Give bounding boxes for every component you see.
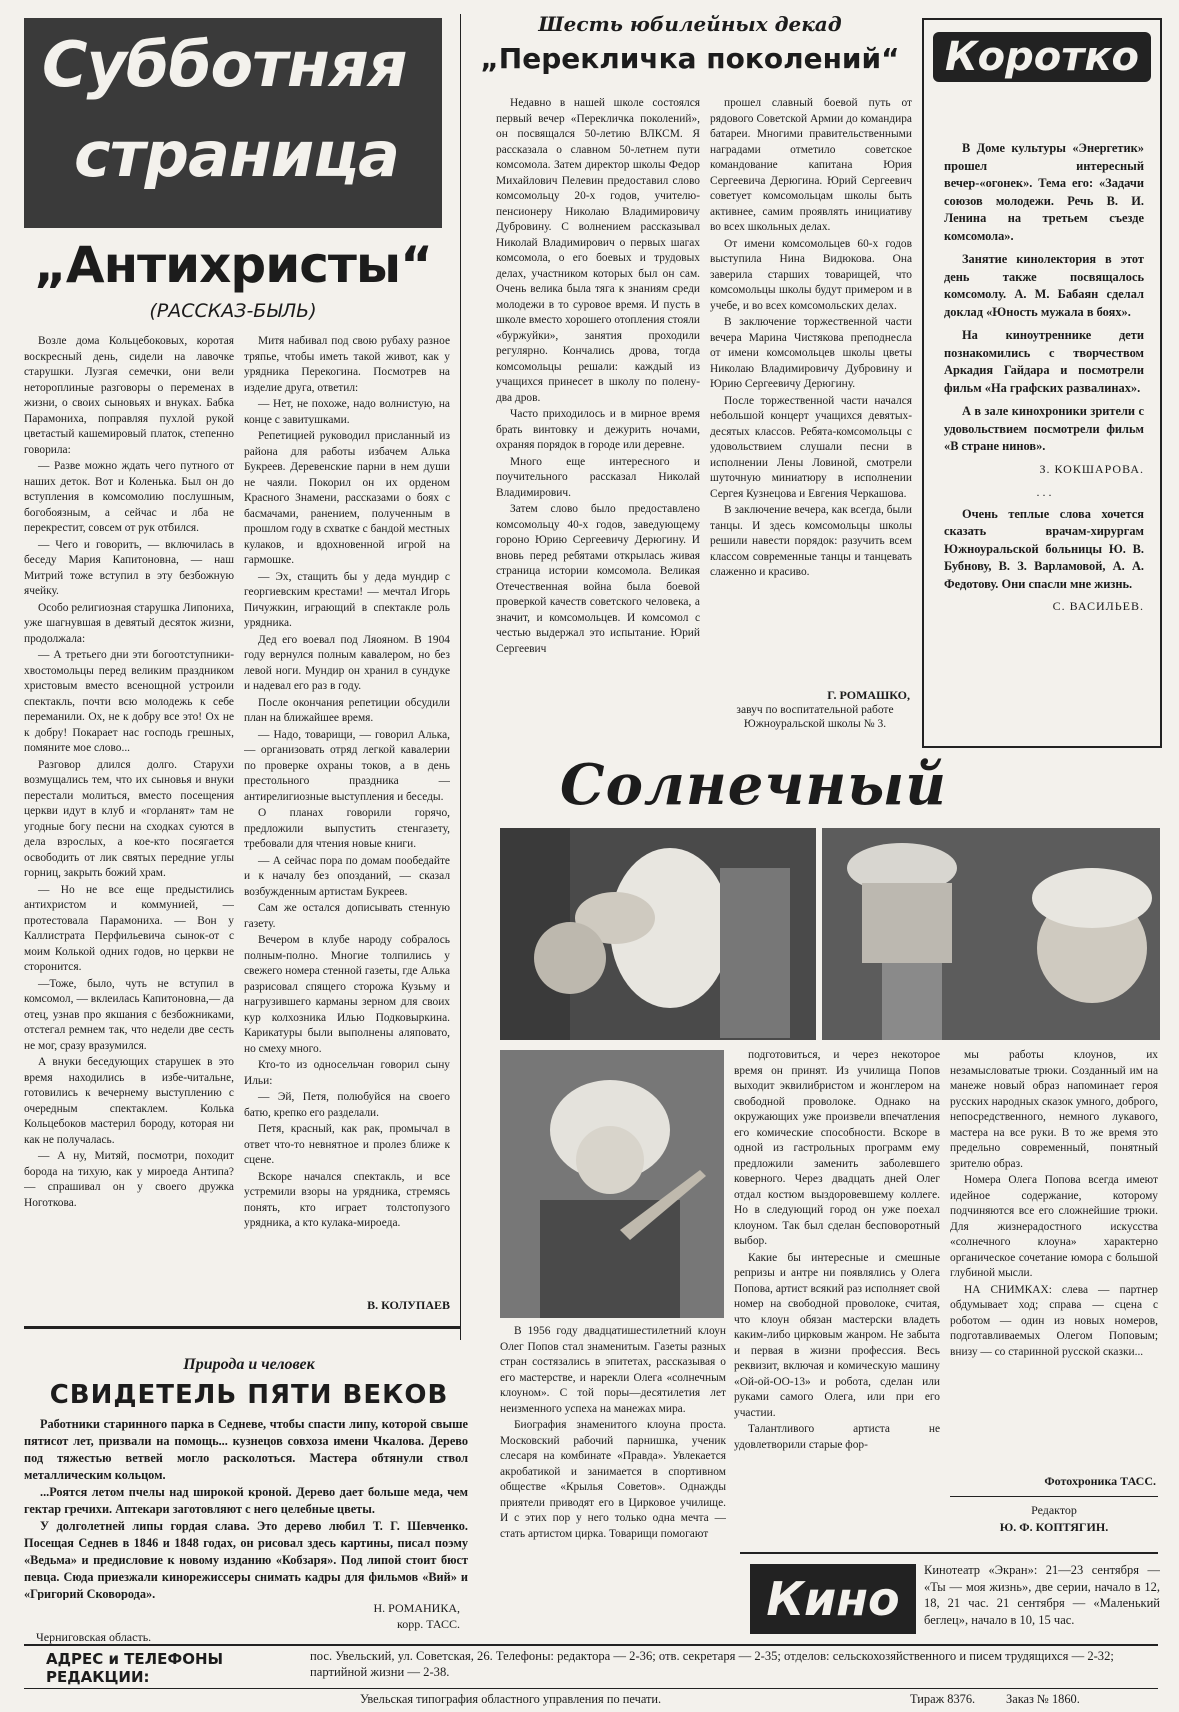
masthead-line2: страница — [74, 118, 399, 191]
footer-divider-bottom — [24, 1688, 1158, 1689]
nature-place: Черниговская область. — [36, 1630, 152, 1644]
footer-address: пос. Увельский, ул. Советская, 26. Телефоны: редактора — 2-36; отв. секретаря — 2-35; отделов: сельскохозяйственного и писем трудящихся — 2-32; партийной жизни — 2-38. — [310, 1649, 1114, 1679]
editor-block — [950, 1502, 1158, 1544]
brief-signature: С. ВАСИЛЬЕВ. — [1052, 599, 1144, 613]
brief-item: На киноутреннике дети познакомились с творчеством Аркадия Гайдара и посмотрели фильм «На графских развалинах». — [944, 328, 1144, 395]
paragraph: — Надо, товарищи, — говорил Алька, — организовать отряд легкой кавалерии по проверке охраны токов, а в день престольного праздника — антирелигиозные выступления и беседы. — [244, 728, 450, 803]
paragraph: После окончания репетиции обсудили план на ближайшее время. — [244, 696, 450, 724]
brief-item: В Доме культуры «Энергетик» прошел интересный вечер-«огонек». Тема его: «Задачи союзов молодежи. Речь В. И. Ленина на третьем съезде комсомола». — [944, 141, 1144, 243]
clown-column-3 — [950, 1048, 1158, 1468]
paragraph: Талантливого артиста не удовлетворили старые фор- — [734, 1423, 940, 1451]
paragraph: Часто приходилось и в мирное время брать винтовку и дежурить ночами, охраняя порядок в городе или деревне. — [496, 408, 700, 451]
paragraph: А внуки беседующих старушек в это время находились в избе-читальне, готовились к вечернему выступлению с очередным спектаклем. Колька Кольцебоков мастерил бороду, которая ни как не получалась. — [24, 1056, 234, 1146]
nature-title: СВИДЕТЕЛЬ ПЯТИ ВЕКОВ — [49, 1380, 449, 1410]
editor-divider-bottom — [740, 1552, 1158, 1554]
antichrists-signature: В. КОЛУПАЕВ — [367, 1298, 450, 1312]
paragraph: Митя набивал под свою рубаху разное тряпье, чтобы иметь такой живот, как у урядника Перекогина. Посмотрев на изделие друга, ответил: — [244, 335, 450, 394]
paragraph: — Но не все еще предыстились антихристом и коммунией, — протестовала Парамониха. — Вон у Каллистрата Перфильевича сынок-от с моим Колькой одних годов, но церкви не сторонится. — [24, 883, 234, 973]
news-in-brief-box — [922, 18, 1162, 748]
paragraph: мы работы клоунов, их незамысловатые трюки. Созданный им на манеже новый образ напоминает героя русских народных сказок умного, доброго, непосредственного, немного лукавого, мастера на все руки. В то же время это предельно современный, понятный зрителю образ. — [950, 1049, 1158, 1170]
footer-divider — [24, 1644, 1158, 1646]
paragraph: —Тоже, было, чуть не вступил в комсомол, — вклеилась Капитоновна,— да отец, узнав про якшания с безбожниками, отстегал ремнем так, что недели две сесть не мог, сразу вразумился. — [24, 977, 234, 1052]
printer-info: Увельская типография областного управления по печати. — [360, 1692, 662, 1706]
paragraph: Биография знаменитого клоуна проста. Московский рабочий парнишка, ученик слесаря на комбинате «Правда». Увлекается акробатикой и занимается в спортивном обществе «Крылья Советов». Однажды приятели приводят его в Цирковое училище. И с этих пор у него только одна мечта — стать артистом цирка. Товарищи помогают — [500, 1419, 726, 1540]
paragraph: Много еще интересного и поучительного рассказал Николай Владимирович. — [496, 455, 700, 499]
photo-clown-with-robot — [822, 828, 1160, 1040]
paragraph: — Разве можно ждать чего путного от наших деток. Вот и Коленька. Был он до вступления в комсомолию послушным, богобоязным, а сейчас и лба не перекрестит, совсем от рук отбился. — [24, 460, 234, 534]
paragraph: Возле дома Кольцебоковых, коротая воскресный день, сидели на лавочке старушки. Лузгая семечки, они вели нетоpоплиные разговоры о переменах в жизни, о своих сыновьях и внуках. Бабка Парамониха, поправляя пухлой рукой цветастый кашемировый платок, степенно говорила: — [24, 335, 234, 456]
editor-divider — [950, 1496, 1158, 1497]
paragraph: У долголетней липы гордая слава. Это дерево любил Т. Г. Шевченко. Посещая Седнев в 1846 и 1848 годах, он рисовал здесь картины, писал поэму «Ведьма» и предисловие к новому изданию «Кобзаря». Под липой стоит бюст певца. Сюда приезжали кинорежиссеры снимать кадры для фильмов «Вий» и «Григорий Сковорода». — [24, 1519, 468, 1600]
nature-signature-block — [240, 1600, 460, 1636]
paragraph: — Чего и говорить, — включилась в беседу Мария Капитоновна, — наш Митрий тоже вступил в эту безбожную ячейку. — [24, 538, 234, 597]
paragraph: В 1956 году двадцатишестилетний клоун Олег Попов стал знаменитым. Газеты разных стран состязались в эпитетах, рассказывая о его мастерстве, и нарекли Олега «солнечным клоуном». С той поры—десятилетия лет неизменного успеха на манежах мира. — [500, 1325, 726, 1415]
clown-column-1 — [500, 1324, 726, 1652]
paragraph: Затем слово было предоставлено комсомольцу 40-х годов, заведующему гороно Юрию Сергеевичу Дерюгину. И вновь перед ребятами открылась живая страница истории комсомола. Великая Отечественная война была боевой проверкой качеств советского человека, а значит, и комсомольцев. И комсомол с честью выдержал это испытание. Юрий Сергеевич — [496, 503, 700, 655]
rollcall-column-2 — [710, 96, 912, 688]
news-in-brief-content — [944, 140, 1144, 740]
news-in-brief-logo-text: Коротко — [933, 32, 1151, 82]
paragraph: Петя, красный, как рак, промычал в ответ что-то невнятное и пролез ближе к сцене. — [244, 1123, 450, 1166]
circulation: Тираж 8376. — [910, 1692, 976, 1706]
paragraph: О планах говорили горячо, предложили выпустить стенгазету, требовали для чтения новые книги. — [244, 807, 450, 850]
footer-address-label: АДРЕС и ТЕЛЕФОНЫ РЕДАКЦИИ: — [46, 1650, 224, 1686]
paragraph: — А сейчас пора по домам пообедайте и к началу без опозданий, — сказал возбужденным артистам Букреев. — [244, 854, 450, 898]
paragraph: Сам же остался дописывать стенную газету. — [244, 902, 450, 930]
nature-signature-role: корр. ТАСС. — [396, 1617, 460, 1631]
paragraph: прошел славный боевой путь от рядового Советской Армии до командира батареи. Многими правительственными наградами отметило советское командование капитана Юрия Сергеевича Дерюгина. Юрий Сергеевич советует комсомольцам школы быть активнее, самим проявлять инициативу во всех школьных делах. — [710, 97, 912, 233]
brief-item: Очень теплые слова хочется сказать врачам-хирургам Южноуральской больницы Ю. В. Бубнову, В. З. Варламовой, А. А. Федотову. Они спасли мне жизнь. — [944, 506, 1144, 591]
paragraph: В заключение вечера, как всегда, были танцы. И здесь комсомольцы школы решили навести порядок: разучить всем классом современные танцы и танцевать слаженно и красиво. — [710, 504, 912, 578]
paragraph: — Нет, не похоже, надо волнистую, на конце с завитушками. — [244, 398, 450, 426]
paragraph: Кто-то из односельчан говорил сыну Ильи: — [244, 1059, 450, 1087]
photo-clown-with-goat — [500, 828, 816, 1040]
section-divider — [24, 1326, 460, 1329]
brief-item: А в зале кинохроники зрители с удовольствием посмотрели фильм «В стране нинов». — [944, 404, 1144, 453]
order-number: Заказ № 1860. — [1006, 1692, 1080, 1706]
paragraph: Работники старинного парка в Седневе, чтобы спасти липу, которой свыше пятисот лет, призвали на помощь... кузнецов совхоза имени Чкалова. Дерево под тяжестью ветвей могло расколоться. Мастера обтянули ствол металлическим кольцом. — [24, 1417, 468, 1482]
nature-signature: Н. РОМАНИКА, — [373, 1601, 460, 1615]
paragraph: После торжественной части начался небольшой концерт учащихся девятых-десятых классов. Ребята-комсомольцы с удовольствием слушали песни в исполнении Лены Ловиной, смотрели шуточную миниатюру в исполнении Сергея Кузнецова и Евгения Черкашова. — [710, 394, 912, 500]
clown-title: Солнечный — [560, 752, 947, 818]
paragraph: Какие бы интересные и смешные репризы и антре ни появлялись у Олега Попова, артист всякий раз исполняет свой номер на свободной проволоке, считая, что клоун обязан мастерски владеть каким-либо цирковым жанром. Не забыта и первая в жизни профессия. Весь реквизит, включая и комическую машину «Ой-ой-ОО-13» и робота, сделан или руками самого Олега, или при его участии. — [734, 1251, 940, 1419]
paragraph: Дед его воевал под Ляояном. В 1904 году вернулся полным кавалером, но без левой ноги. Мундир он хранил в сундуке и надевал его раз в году. — [244, 633, 450, 692]
kino-logo: Кино — [750, 1564, 916, 1634]
photo-clown-with-balalaika — [500, 1050, 724, 1318]
paragraph: От имени комсомольцев 60-х годов выступила Нина Видюкова. Она заверила старших товарищей, что комсомольцы школы будут примером и в учебе, и во всех комсомольских делах. — [710, 237, 912, 312]
clown-column-2 — [734, 1048, 940, 1548]
paragraph: Особо религиозная старушка Липониха, уже шагнувшая в девятый десяток жизни, продолжала: — [24, 601, 234, 645]
paragraph: Номера Олега Попова всегда имеют идейное содержание, которому подчиняются все его сложнейшие трюки. Для жизнерадостного искусства «солнечного клоуна» характерно органическое сочетание юмора с большой глубиной мысли. — [950, 1174, 1158, 1279]
rollcall-title: „Перекличка поколений“ — [480, 42, 900, 75]
paragraph: В заключение торжественной части вечера Марина Чистякова преподнесла от имени комсомольцев школы цветы Николаю Владимировичу Дубровину и Юрию Сергеевичу Дерюгину. — [710, 316, 912, 390]
kino-listing: Кинотеатр «Экран»: 21—23 сентября — «Ты — моя жизнь», две серии, начало в 12, 18, 21 час. 21 сентября — «Маленький беглец», начало в 10, 15 час. — [924, 1563, 1160, 1627]
paragraph: — Эй, Петя, полюбуйся на своего батю, крепко его разделали. — [244, 1091, 450, 1119]
paragraph: ...Роятся летом пчелы над широкой кроной. Дерево дает больше меда, чем гектар гречихи. Аптекари заготовляют с него целебные цветы. — [24, 1485, 468, 1516]
column-divider — [460, 14, 461, 1340]
paragraph: Разговор длился долго. Старухи возмущались тем, что их сыновья и внуки перестали молиться, вместо посещения церкви идут в клуб и «горланят» там не угодные богу песни на сходках суются в дела взрослых, а кое-кто посягается освободить от лик святых передние углы горниц, закрыть божий храм. — [24, 758, 234, 879]
paragraph: подготовиться, и через некоторое время он принят. Из училища Попов выходит эквилибристом и жонглером на свободной проволоке. Однако на окружающих уже произвели впечатления его комические способности. Вскоре в одной из гастрольных программ ему предложили заменить заболевшего коверного. Через двадцать дней Олег отдал костюм выздоровевшему коллеге. Но в следующий город он уже поехал клоуном. Так был сделан бесповоротный выбор. — [734, 1049, 940, 1247]
antichrists-subtitle: (РАССКАЗ-БЫЛЬ) — [149, 300, 317, 322]
nature-kicker: Природа и человек — [183, 1356, 315, 1373]
rollcall-signature-block — [720, 688, 910, 744]
rollcall-column-1 — [496, 96, 700, 748]
rollcall-kicker: Шесть юбилейных декад — [538, 12, 842, 36]
brief-signature: З. КОКШАРОВА. — [1039, 461, 1144, 476]
editor-label: Редактор — [1031, 1503, 1077, 1517]
antichrists-column-1 — [24, 334, 234, 1314]
paragraph: Недавно в нашей школе состоялся первый вечер «Перекличка поколений», он посвящался 50-летию ВЛКСМ. Я рассказала о славном 50-летнем пути комсомола. Затем директор школы Федор Михайлович Пелевин предоставил слово комсомольцу 20-х годов, учителю-пенсионеру Николаю Владимировичу Дубровину. С волнением рассказывал Николай Владимирович о первых шагах комсомола, о его боевых и трудовых делах, участником которых был он сам. Очень велика была тяга к знаниям среди молодежи в то суровое время. И пусть в школе вместо хорошего отопления стояли «буржуйки», занятия проходили регулярно. Кончались дрова, тогда комсомольцы решали: каждый из учащихся принесет в школу по полену-два дров. — [496, 97, 700, 404]
rollcall-signature: Г. РОМАШКО, — [827, 688, 910, 702]
paragraph: Вскоре начался спектакль, и все устремили взоры на урядника, стремясь понять, кто играет толстопузого урядника, а кто кулака-мироеда. — [244, 1170, 450, 1229]
news-in-brief-logo — [924, 34, 1160, 106]
paragraph: Репетицией руководил присланный из района для работы избачем Алька Букреев. Деревенские парни в нем души не чаяли. Покорил он их орденом Красного Знамени, рассказами о боях с басмачами, ранением, полученным в прошлом году в схватке с бандой местных кулаков, и вдохновенной игрой на гармошке. — [244, 430, 450, 566]
masthead-line1: Субботняя — [42, 28, 407, 101]
photo-credit: Фотохроника ТАСС. — [1044, 1474, 1156, 1488]
paragraph: Вечером в клубе народу собралось полным-полно. Многие толпились у свежего номера стенной газеты, где Алька разрисовал спящего сторожа Кузьму и нагрузившего карманы зерном для своих кур колхозника Илью Подковыркина. Карикатуры были выполнены аляповато, но смеху много. — [244, 934, 450, 1055]
brief-item: Занятие кинолектория в этот день также посвящалось комсомолу. А. М. Бабаян сделал доклад «Юность мужала в боях». — [944, 252, 1144, 319]
masthead — [24, 18, 442, 228]
paragraph: — Эх, стащить бы у деда мундир с георгиевским крестами! — мечтал Игорь Пичужкин, играющий в спектакле роль урядника. — [244, 570, 450, 629]
brief-separator: . . . — [1036, 484, 1052, 499]
rollcall-signature-role: завуч по воспитательной работе Южноуральской школы № 3. — [736, 704, 894, 730]
antichrists-column-2 — [244, 334, 450, 1292]
nature-article — [24, 1416, 468, 1600]
antichrists-title: „Антихристы“ — [34, 236, 432, 294]
paragraph: — А третьего дни эти богоотступники-хвостомольцы перед великим праздником христовым вместо всенощной устроили спектакль, почти всю молодежь к себе переманили. Ох, не к добру все это! Ох не к добру! Покарает нас господь грешных, помяните мое слово... — [24, 649, 234, 754]
editor-name: Ю. Ф. КОПТЯГИН. — [999, 1520, 1109, 1534]
paragraph: НА СНИМКАХ: слева — партнер обдумывает ход; справа — сцена с роботом — один из новых номеров, подготавливаемых Олегом Поповым; внизу — со старинной русской сказки... — [950, 1283, 1158, 1358]
paragraph: — А ну, Митяй, посмотри, походит борода на тихую, как у мироеда Антипа? — спрашивал он у своего дружка Ноготкова. — [24, 1150, 234, 1209]
